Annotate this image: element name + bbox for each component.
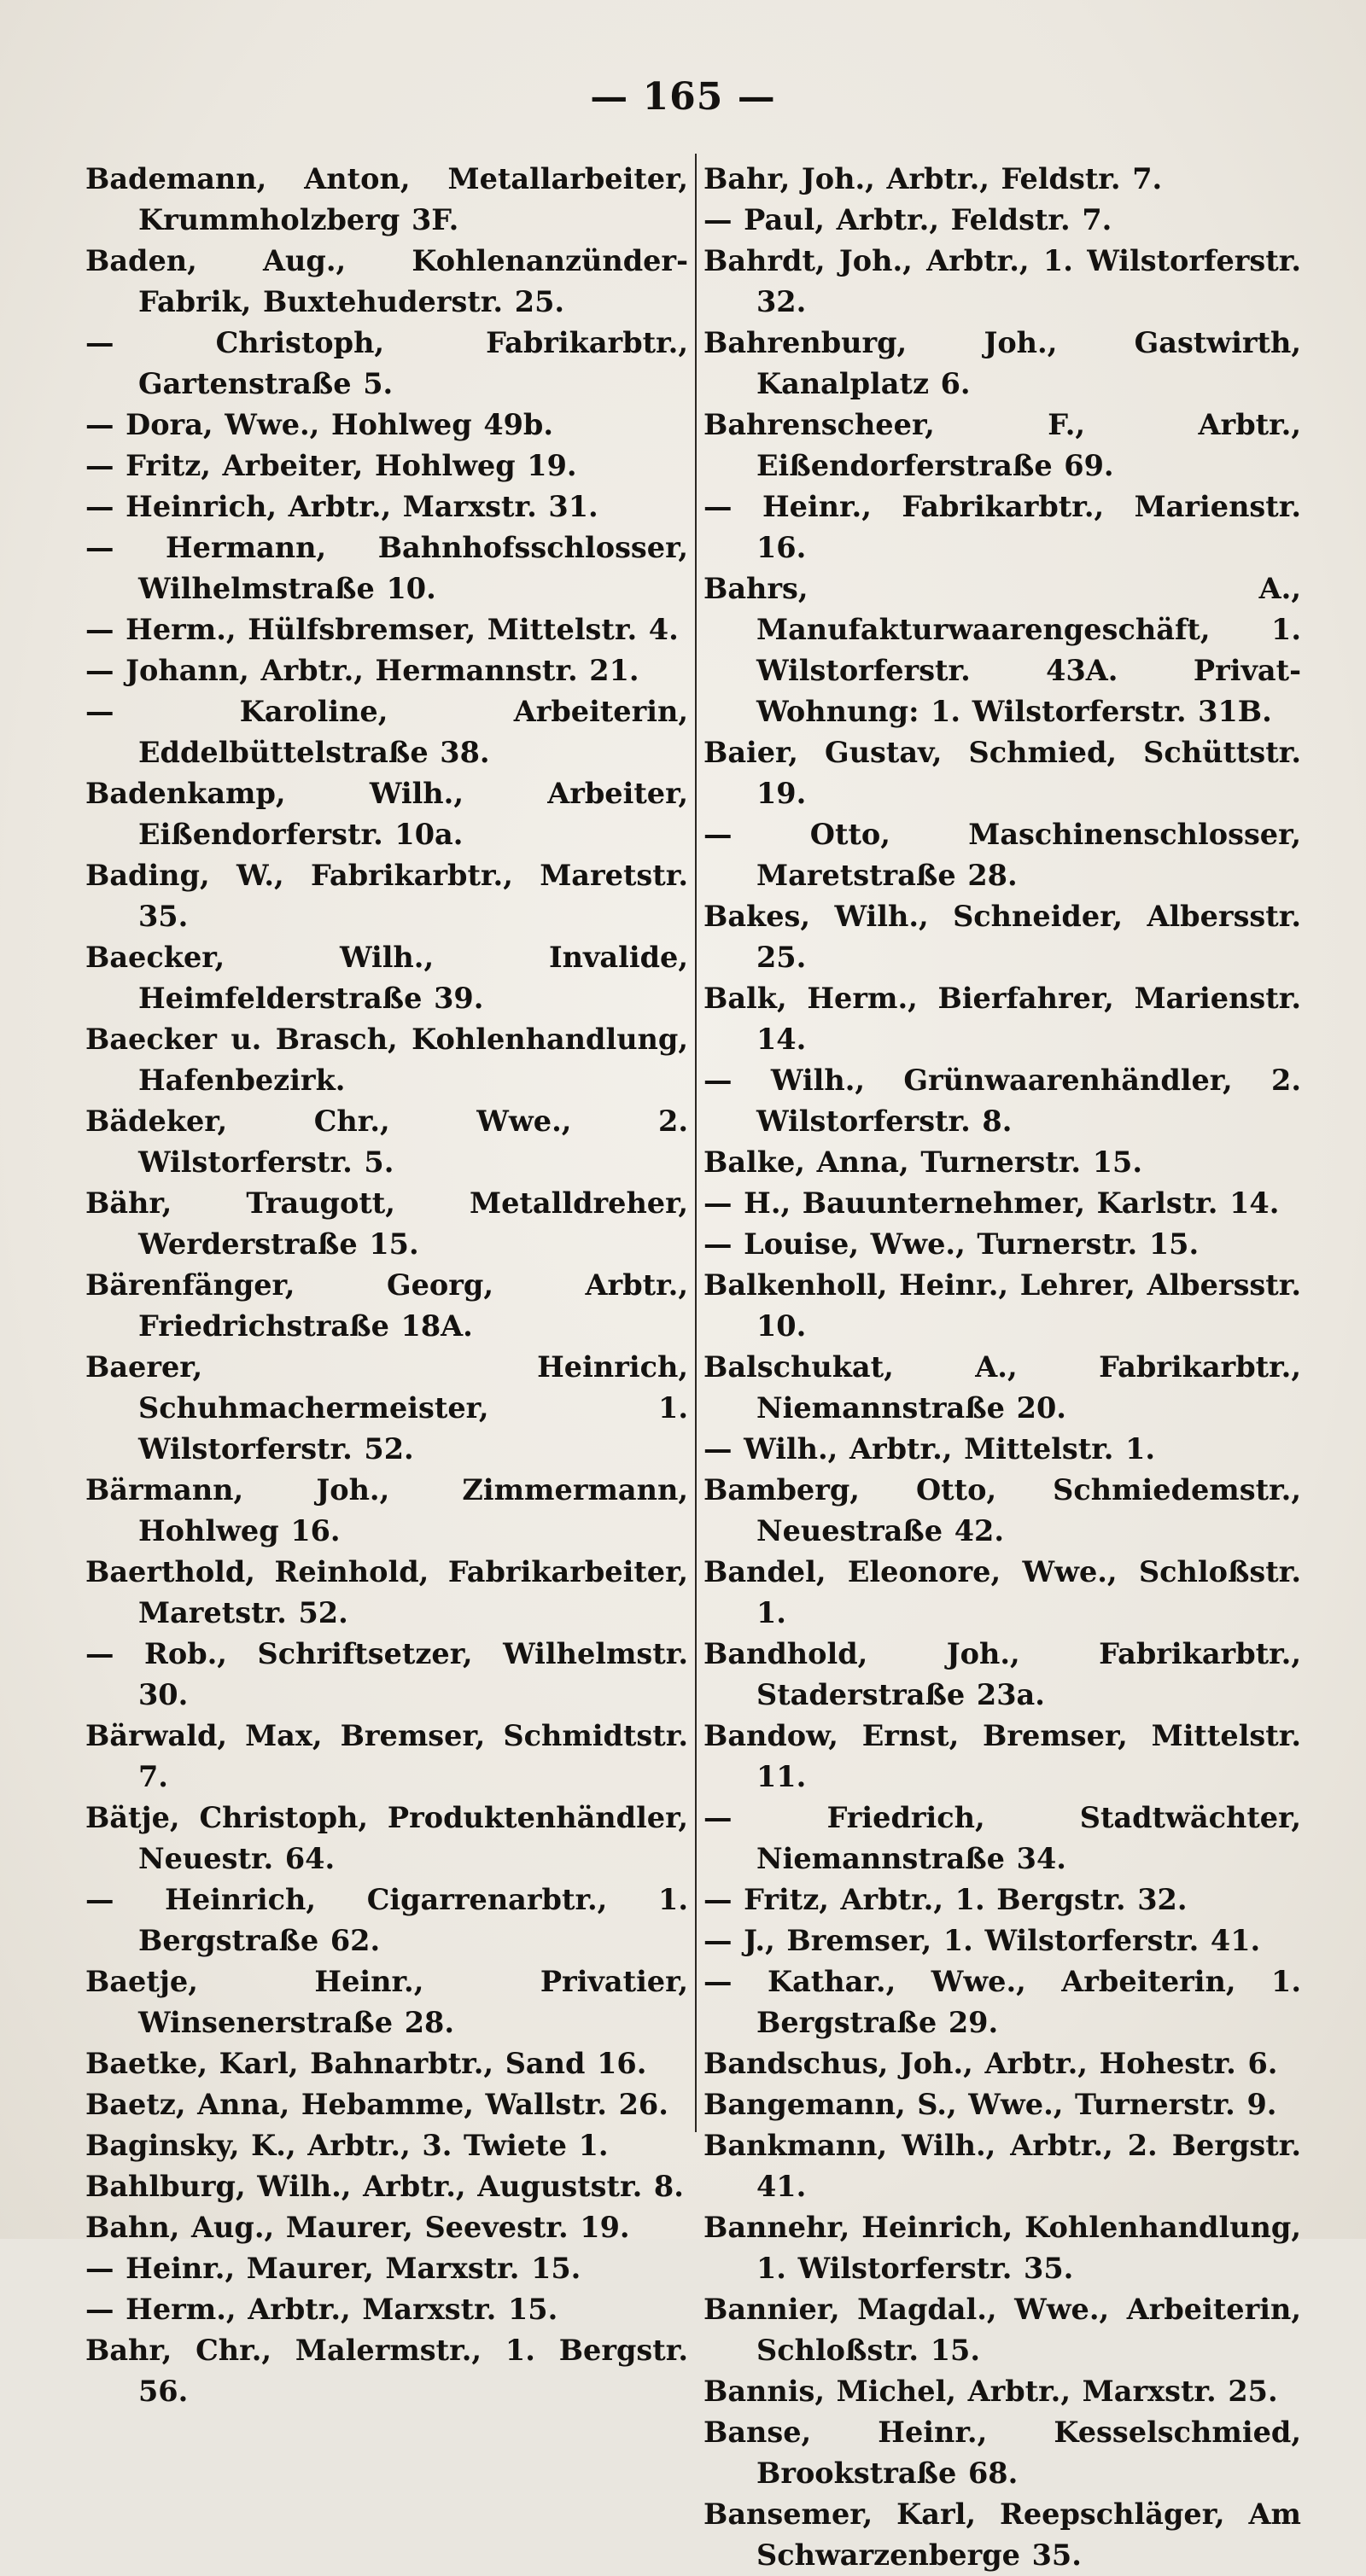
directory-entry: Bahr, Chr., Malermstr., 1. Bergstr. 56. [85, 2334, 688, 2408]
directory-entry: Bärmann, Joh., Zimmermann, Hohlweg 16. [85, 1473, 688, 1547]
directory-entry: Baerthold, Reinhold, Fabrikarbeiter, Maretstr. 52. [85, 1555, 688, 1629]
column-divider [695, 154, 697, 2132]
directory-entry: — Herm., Hülfsbremser, Mittelstr. 4. [85, 613, 679, 646]
directory-entry: — Rob., Schriftsetzer, Wilhelmstr. 30. [85, 1637, 688, 1711]
directory-entry: — Christoph, Fabrikarbtr., Gartenstraße 5. [85, 326, 688, 400]
directory-entry: Bätje, Christoph, Produktenhändler, Neuestr. 64. [85, 1801, 688, 1875]
left-column [85, 159, 688, 2412]
directory-entry: Balschukat, A., Fabrikarbtr., Niemannstraße 20. [703, 1350, 1301, 1425]
directory-entry: — Kathar., Wwe., Arbeiterin, 1. Bergstraße 29. [703, 1965, 1301, 2039]
directory-entry: — Fritz, Arbtr., 1. Bergstr. 32. [703, 1883, 1188, 1916]
directory-entry: — Otto, Maschinenschlosser, Maretstraße 28. [703, 818, 1301, 892]
directory-entry: — Hermann, Bahnhofsschlosser, Wilhelmstraße 10. [85, 531, 688, 605]
directory-entry: Bademann, Anton, Metallarbeiter, Krummholzberg 3F. [85, 162, 688, 236]
directory-entry: Balke, Anna, Turnerstr. 15. [703, 1145, 1143, 1179]
directory-entry: Bädeker, Chr., Wwe., 2. Wilstorferstr. 5. [85, 1104, 688, 1179]
directory-entry: — Wilh., Arbtr., Mittelstr. 1. [703, 1432, 1156, 1466]
directory-entry: — Dora, Wwe., Hohlweg 49b. [85, 408, 554, 441]
directory-entry: — Louise, Wwe., Turnerstr. 15. [703, 1227, 1200, 1261]
directory-entry: Bahrdt, Joh., Arbtr., 1. Wilstorferstr. 32. [703, 244, 1301, 318]
directory-entry: — Heinr., Fabrikarbtr., Marienstr. 16. [703, 490, 1301, 564]
directory-entry: Baetje, Heinr., Privatier, Winsenerstraße 28. [85, 1965, 688, 2039]
directory-entry: Bärenfänger, Georg, Arbtr., Friedrichstraße 18A. [85, 1268, 688, 1343]
directory-entry: Bahlburg, Wilh., Arbtr., Auguststr. 8. [85, 2170, 684, 2203]
directory-entry: — H., Bauunternehmer, Karlstr. 14. [703, 1186, 1280, 1220]
directory-entry: Bahn, Aug., Maurer, Seevestr. 19. [85, 2211, 630, 2244]
directory-entry: Baecker, Wilh., Invalide, Heimfelderstraße 39. [85, 941, 688, 1015]
directory-entry: Bandel, Eleonore, Wwe., Schloßstr. 1. [703, 1555, 1301, 1629]
directory-entry: Bakes, Wilh., Schneider, Albersstr. 25. [703, 900, 1301, 974]
directory-entry: — J., Bremser, 1. Wilstorferstr. 41. [703, 1924, 1261, 1957]
directory-entry: Bandschus, Joh., Arbtr., Hohestr. 6. [703, 2047, 1278, 2080]
directory-entry: — Fritz, Arbeiter, Hohlweg 19. [85, 449, 577, 482]
directory-entry: Baerer, Heinrich, Schuhmachermeister, 1. Wilstorferstr. 52. [85, 1350, 688, 1466]
directory-entry: — Herm., Arbtr., Marxstr. 15. [85, 2293, 558, 2326]
directory-entry: Balk, Herm., Bierfahrer, Marienstr. 14. [703, 982, 1301, 1056]
directory-entry: Bahrenscheer, F., Arbtr., Eißendorferstraße 69. [703, 408, 1301, 482]
directory-entry: Balkenholl, Heinr., Lehrer, Albersstr. 10. [703, 1268, 1301, 1343]
directory-entry: — Friedrich, Stadtwächter, Niemannstraße 34. [703, 1801, 1301, 1875]
directory-entry: — Johann, Arbtr., Hermannstr. 21. [85, 654, 639, 687]
page-number: — 165 — [590, 75, 776, 119]
directory-entry: Baetz, Anna, Hebamme, Wallstr. 26. [85, 2088, 668, 2121]
directory-entry: Bannis, Michel, Arbtr., Marxstr. 25. [703, 2375, 1278, 2408]
directory-entry: — Heinrich, Arbtr., Marxstr. 31. [85, 490, 598, 523]
directory-entry: Bamberg, Otto, Schmiedemstr., Neuestraße 42. [703, 1473, 1301, 1547]
directory-entry: — Heinrich, Cigarrenarbtr., 1. Bergstraße 62. [85, 1883, 688, 1957]
directory-entry: Bahrenburg, Joh., Gastwirth, Kanalplatz 6. [703, 326, 1301, 400]
directory-entry: — Karoline, Arbeiterin, Eddelbüttelstraße 38. [85, 695, 688, 769]
directory-entry: Bannier, Magdal., Wwe., Arbeiterin, Schloßstr. 15. [703, 2293, 1301, 2367]
directory-entry: Bärwald, Max, Bremser, Schmidtstr. 7. [85, 1719, 688, 1793]
directory-entry: Baier, Gustav, Schmied, Schüttstr. 19. [703, 736, 1301, 810]
directory-entry: — Wilh., Grünwaarenhändler, 2. Wilstorferstr. 8. [703, 1064, 1301, 1138]
directory-entry: Bandhold, Joh., Fabrikarbtr., Staderstraße 23a. [703, 1637, 1301, 1711]
directory-entry: Baden, Aug., Kohlenanzünder-Fabrik, Buxtehuderstr. 25. [85, 244, 688, 318]
directory-entry: Baetke, Karl, Bahnarbtr., Sand 16. [85, 2047, 647, 2080]
directory-entry: — Heinr., Maurer, Marxstr. 15. [85, 2252, 581, 2285]
directory-entry: Bahrs, A., Manufakturwaarengeschäft, 1. Wilstorferstr. 43A. Privat-Wohnung: 1. Wilstorferstr. 31B. [703, 572, 1301, 728]
directory-entry: Bandow, Ernst, Bremser, Mittelstr. 11. [703, 1719, 1301, 1793]
directory-entry: Bankmann, Wilh., Arbtr., 2. Bergstr. 41. [703, 2129, 1301, 2203]
directory-entry: — Paul, Arbtr., Feldstr. 7. [703, 203, 1112, 236]
directory-entry: Bähr, Traugott, Metalldreher, Werderstraße 15. [85, 1186, 688, 1261]
right-column [703, 159, 1301, 2576]
directory-entry: Bading, W., Fabrikarbtr., Maretstr. 35. [85, 859, 688, 933]
directory-entry: Bannehr, Heinrich, Kohlenhandlung, 1. Wilstorferstr. 35. [703, 2211, 1301, 2285]
directory-entry: Bahr, Joh., Arbtr., Feldstr. 7. [703, 162, 1163, 195]
directory-entry: Bangemann, S., Wwe., Turnerstr. 9. [703, 2088, 1277, 2121]
directory-entry: Baginsky, K., Arbtr., 3. Twiete 1. [85, 2129, 609, 2162]
directory-entry: Bansemer, Karl, Reepschläger, Am Schwarzenberge 35. [703, 2497, 1301, 2572]
directory-entry: Banse, Heinr., Kesselschmied, Brookstraße 68. [703, 2416, 1301, 2490]
directory-entry: Badenkamp, Wilh., Arbeiter, Eißendorferstr. 10a. [85, 777, 688, 851]
directory-entry: Baecker u. Brasch, Kohlenhandlung, Hafenbezirk. [85, 1023, 688, 1097]
